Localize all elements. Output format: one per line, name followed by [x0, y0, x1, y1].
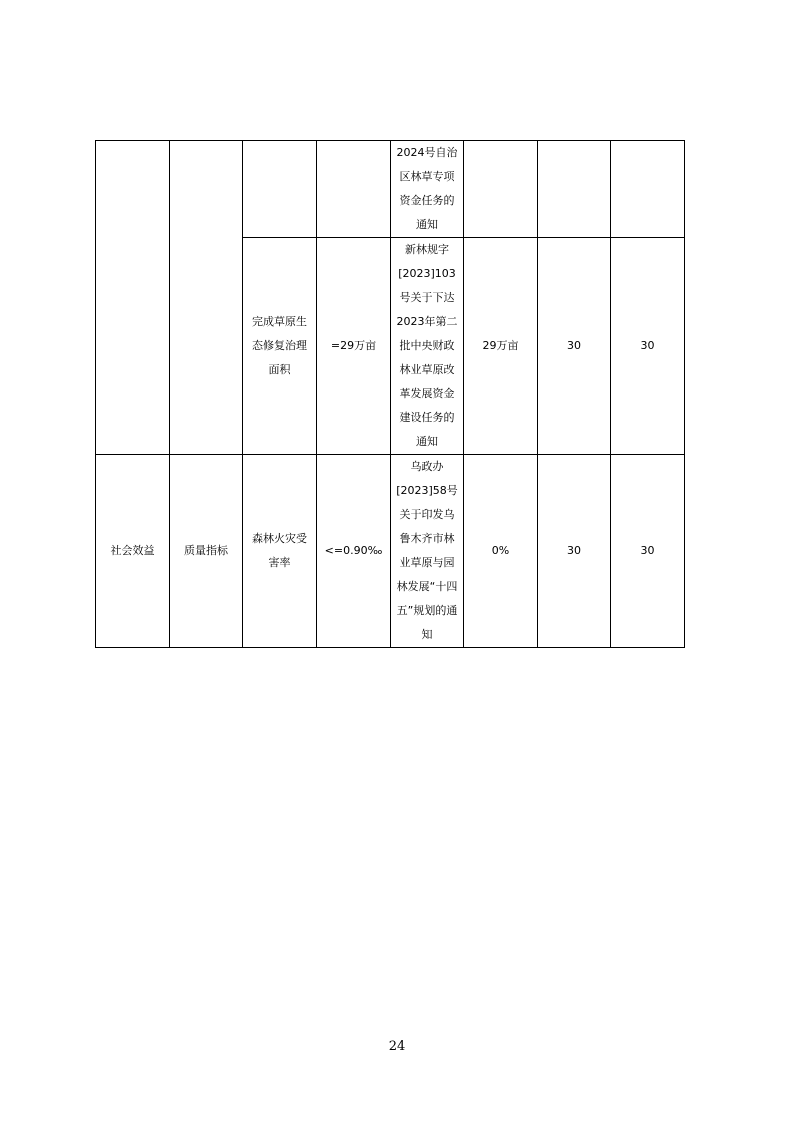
weight-cell — [538, 238, 611, 455]
source-cell — [391, 141, 464, 238]
indicator-cell — [243, 238, 317, 455]
target-text: =29万亩 — [330, 339, 377, 352]
page-number: 24 — [388, 1039, 406, 1054]
indicator-cell — [243, 141, 317, 238]
target-cell — [317, 455, 391, 648]
target-cell — [317, 238, 391, 455]
score-cell — [611, 455, 685, 648]
weight-cell — [538, 141, 611, 238]
actual-text: 0% — [491, 544, 510, 557]
source-cell — [391, 238, 464, 455]
category-cell — [96, 141, 170, 455]
performance-indicator-table — [95, 140, 685, 648]
subcategory-text: 质量指标 — [184, 544, 228, 557]
target-text: <=0.90‰ — [324, 544, 383, 557]
source-text: 新林规字[2023]103号关于下达2023年第二批中央财政林业草原改革发展资金建设任务的通知 — [396, 243, 458, 448]
score-cell — [611, 238, 685, 455]
score-text: 30 — [640, 544, 655, 557]
score-cell — [611, 141, 685, 238]
category-cell — [96, 455, 170, 648]
table-row — [96, 455, 685, 648]
actual-text: 29万亩 — [482, 339, 519, 352]
indicator-text: 完成草原生态修复治理面积 — [252, 315, 307, 376]
source-cell — [391, 455, 464, 648]
actual-cell — [464, 141, 538, 238]
indicator-cell — [243, 455, 317, 648]
subcategory-cell — [170, 455, 243, 648]
indicator-text: 森林火灾受害率 — [252, 532, 307, 569]
table-row — [96, 141, 685, 238]
target-cell — [317, 141, 391, 238]
weight-text: 30 — [567, 544, 581, 557]
actual-cell — [464, 238, 538, 455]
source-text: 2024号自治区林草专项资金任务的通知 — [396, 146, 458, 231]
source-text: 乌政办[2023]58号关于印发乌鲁木齐市林业草原与园林发展“十四五”规划的通知 — [396, 460, 458, 641]
subcategory-cell — [170, 141, 243, 455]
actual-cell — [464, 455, 538, 648]
category-text: 社会效益 — [110, 544, 155, 557]
weight-cell — [538, 455, 611, 648]
weight-text: 30 — [567, 339, 581, 352]
score-text: 30 — [640, 339, 655, 352]
